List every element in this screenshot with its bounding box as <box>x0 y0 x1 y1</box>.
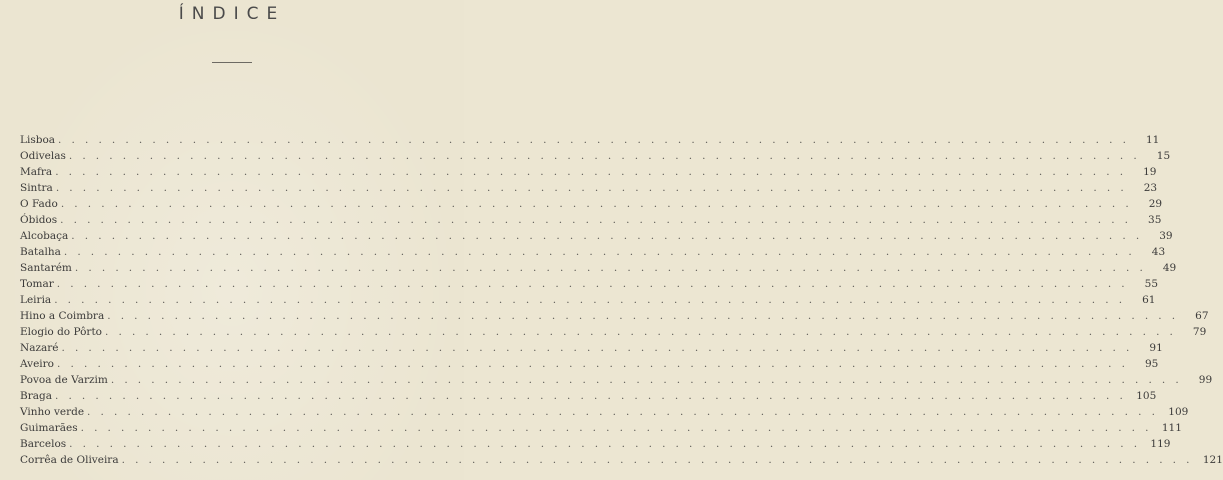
toc-entry-page-number: 91 <box>1149 342 1163 354</box>
toc-entry-title: Odivelas <box>20 150 66 162</box>
toc-entry-title: Braga <box>20 390 52 402</box>
dot-leader: . . . . . . . . . . . . . . . . . . . . . . . . . . . . . . . . . . . . . . . . . . . . . . . . . . . . . . . . . . . . . . . . . . . . . . . . . . . . . . . . <box>107 310 1179 322</box>
toc-entry <box>20 452 1223 468</box>
dot-leader: . . . . . . . . . . . . . . . . . . . . . . . . . . . . . . . . . . . . . . . . . . . . . . . . . . . . . . . . . . . . . . . . . . . . . . . . . . . . . . . . <box>110 374 1183 386</box>
toc-entry <box>20 180 1158 196</box>
dot-leader: . . . . . . . . . . . . . . . . . . . . . . . . . . . . . . . . . . . . . . . . . . . . . . . . . . . . . . . . . . . . . . . . . . . . . . . . . . . . . . . . <box>68 150 1141 162</box>
toc-entry-page-number: 61 <box>1142 294 1156 306</box>
dot-leader: . . . . . . . . . . . . . . . . . . . . . . . . . . . . . . . . . . . . . . . . . . . . . . . . . . . . . . . . . . . . . . . . . . . . . . . . . . . . . . . . <box>61 342 1133 354</box>
toc-entry <box>20 292 1156 308</box>
toc-entry <box>20 132 1160 148</box>
toc-entry <box>20 308 1209 324</box>
toc-entry-page-number: 15 <box>1156 150 1171 162</box>
toc-entry <box>20 228 1173 244</box>
toc-entry <box>20 260 1177 276</box>
toc-entry <box>20 372 1213 388</box>
toc-entry-title: Hino a Coimbra <box>20 310 105 322</box>
dot-leader: . . . . . . . . . . . . . . . . . . . . . . . . . . . . . . . . . . . . . . . . . . . . . . . . . . . . . . . . . . . . . . . . . . . . . . . . . . . . . . . . <box>56 278 1129 290</box>
toc-entry <box>20 148 1171 164</box>
toc-entry <box>20 196 1163 212</box>
dot-leader: . . . . . . . . . . . . . . . . . . . . . . . . . . . . . . . . . . . . . . . . . . . . . . . . . . . . . . . . . . . . . . . . . . . . . . . . . . . . . . . . <box>87 406 1159 418</box>
toc-entry <box>20 212 1162 228</box>
toc-entry-title: Óbidos <box>20 214 58 226</box>
toc-entry-title: Alcobaça <box>20 230 69 242</box>
dot-leader: . . . . . . . . . . . . . . . . . . . . . . . . . . . . . . . . . . . . . . . . . . . . . . . . . . . . . . . . . . . . . . . . . . . . . . . . . . . . . . . . <box>60 198 1133 210</box>
toc-entry-page-number: 99 <box>1198 374 1213 386</box>
toc-entry <box>20 276 1159 292</box>
toc-entry <box>20 244 1166 260</box>
dot-leader: . . . . . . . . . . . . . . . . . . . . . . . . . . . . . . . . . . . . . . . . . . . . . . . . . . . . . . . . . . . . . . . . . . . . . . . . . . . . . . . . <box>58 134 1130 146</box>
toc-entry-page-number: 39 <box>1159 230 1173 242</box>
toc-entry-page-number: 11 <box>1145 134 1160 146</box>
toc-entry-title: Aveiro <box>20 358 55 370</box>
toc-entry-title: O Fado <box>20 198 58 210</box>
toc-entry-page-number: 29 <box>1148 198 1163 210</box>
toc-entry-page-number: 111 <box>1161 422 1182 434</box>
toc-entry-page-number: 49 <box>1162 262 1177 274</box>
toc-entry-title: Batalha <box>20 246 61 258</box>
toc-entry-title: Corrêa de Oliveira <box>20 454 119 466</box>
toc-entry-page-number: 121 <box>1202 454 1223 466</box>
table-of-contents <box>20 132 1223 468</box>
toc-entry <box>20 356 1159 372</box>
toc-entry-title: Elogio do Pôrto <box>20 326 102 338</box>
page-title: ÍNDICE <box>178 4 286 24</box>
toc-entry-title: Vinho verde <box>20 406 85 418</box>
dot-leader: . . . . . . . . . . . . . . . . . . . . . . . . . . . . . . . . . . . . . . . . . . . . . . . . . . . . . . . . . . . . . . . . . . . . . . . . . . . . . . . . <box>55 182 1128 194</box>
toc-entry <box>20 388 1157 404</box>
dot-leader: . . . . . . . . . . . . . . . . . . . . . . . . . . . . . . . . . . . . . . . . . . . . . . . . . . . . . . . . . . . . . . . . . . . . . . . . . . . . . . . . <box>80 422 1152 434</box>
toc-entry-title: Tomar <box>20 278 54 290</box>
toc-entry-title: Barcelos <box>20 438 67 450</box>
title-divider <box>212 62 252 63</box>
dot-leader: . . . . . . . . . . . . . . . . . . . . . . . . . . . . . . . . . . . . . . . . . . . . . . . . . . . . . . . . . . . . . . . . . . . . . . . . . . . . . . . . <box>105 326 1177 338</box>
toc-entry <box>20 324 1207 340</box>
toc-entry-page-number: 109 <box>1168 406 1189 418</box>
dot-leader: . . . . . . . . . . . . . . . . . . . . . . . . . . . . . . . . . . . . . . . . . . . . . . . . . . . . . . . . . . . . . . . . . . . . . . . . . . . . . . . . <box>57 358 1129 370</box>
toc-entry-title: Guimarães <box>20 422 78 434</box>
toc-entry <box>20 420 1182 436</box>
toc-entry-page-number: 95 <box>1144 358 1159 370</box>
dot-leader: . . . . . . . . . . . . . . . . . . . . . . . . . . . . . . . . . . . . . . . . . . . . . . . . . . . . . . . . . . . . . . . . . . . . . . . . . . . . . . . . <box>54 294 1126 306</box>
dot-leader: . . . . . . . . . . . . . . . . . . . . . . . . . . . . . . . . . . . . . . . . . . . . . . . . . . . . . . . . . . . . . . . . . . . . . . . . . . . . . . . . <box>60 214 1132 226</box>
toc-entry-title: Santarém <box>20 262 72 274</box>
toc-entry-title: Povoa de Varzim <box>20 374 108 386</box>
dot-leader: . . . . . . . . . . . . . . . . . . . . . . . . . . . . . . . . . . . . . . . . . . . . . . . . . . . . . . . . . . . . . . . . . . . . . . . . . . . . . . . . <box>69 438 1141 450</box>
toc-entry-title: Leiria <box>20 294 52 306</box>
dot-leader: . . . . . . . . . . . . . . . . . . . . . . . . . . . . . . . . . . . . . . . . . . . . . . . . . . . . . . . . . . . . . . . . . . . . . . . . . . . . . . . . <box>71 230 1143 242</box>
toc-entry-page-number: 119 <box>1150 438 1171 450</box>
toc-entry-title: Nazaré <box>20 342 59 354</box>
dot-leader: . . . . . . . . . . . . . . . . . . . . . . . . . . . . . . . . . . . . . . . . . . . . . . . . . . . . . . . . . . . . . . . . . . . . . . . . . . . . . . . . <box>121 454 1193 466</box>
toc-entry <box>20 340 1163 356</box>
toc-entry-page-number: 79 <box>1192 326 1207 338</box>
toc-entry-page-number: 23 <box>1143 182 1158 194</box>
dot-leader: . . . . . . . . . . . . . . . . . . . . . . . . . . . . . . . . . . . . . . . . . . . . . . . . . . . . . . . . . . . . . . . . . . . . . . . . . . . . . . . . <box>74 262 1147 274</box>
toc-entry-page-number: 67 <box>1195 310 1209 322</box>
dot-leader: . . . . . . . . . . . . . . . . . . . . . . . . . . . . . . . . . . . . . . . . . . . . . . . . . . . . . . . . . . . . . . . . . . . . . . . . . . . . . . . . <box>55 166 1127 178</box>
toc-entry-page-number: 55 <box>1144 278 1159 290</box>
toc-entry-page-number: 43 <box>1151 246 1166 258</box>
toc-entry <box>20 436 1171 452</box>
toc-entry-page-number: 19 <box>1143 166 1157 178</box>
toc-entry-page-number: 35 <box>1148 214 1162 226</box>
toc-entry-title: Sintra <box>20 182 53 194</box>
dot-leader: . . . . . . . . . . . . . . . . . . . . . . . . . . . . . . . . . . . . . . . . . . . . . . . . . . . . . . . . . . . . . . . . . . . . . . . . . . . . . . . . <box>63 246 1136 258</box>
dot-leader: . . . . . . . . . . . . . . . . . . . . . . . . . . . . . . . . . . . . . . . . . . . . . . . . . . . . . . . . . . . . . . . . . . . . . . . . . . . . . . . . <box>54 390 1127 402</box>
toc-entry-title: Lisboa <box>20 134 56 146</box>
toc-entry-title: Mafra <box>20 166 53 178</box>
toc-entry <box>20 404 1189 420</box>
toc-entry <box>20 164 1157 180</box>
toc-entry-page-number: 105 <box>1136 390 1157 402</box>
